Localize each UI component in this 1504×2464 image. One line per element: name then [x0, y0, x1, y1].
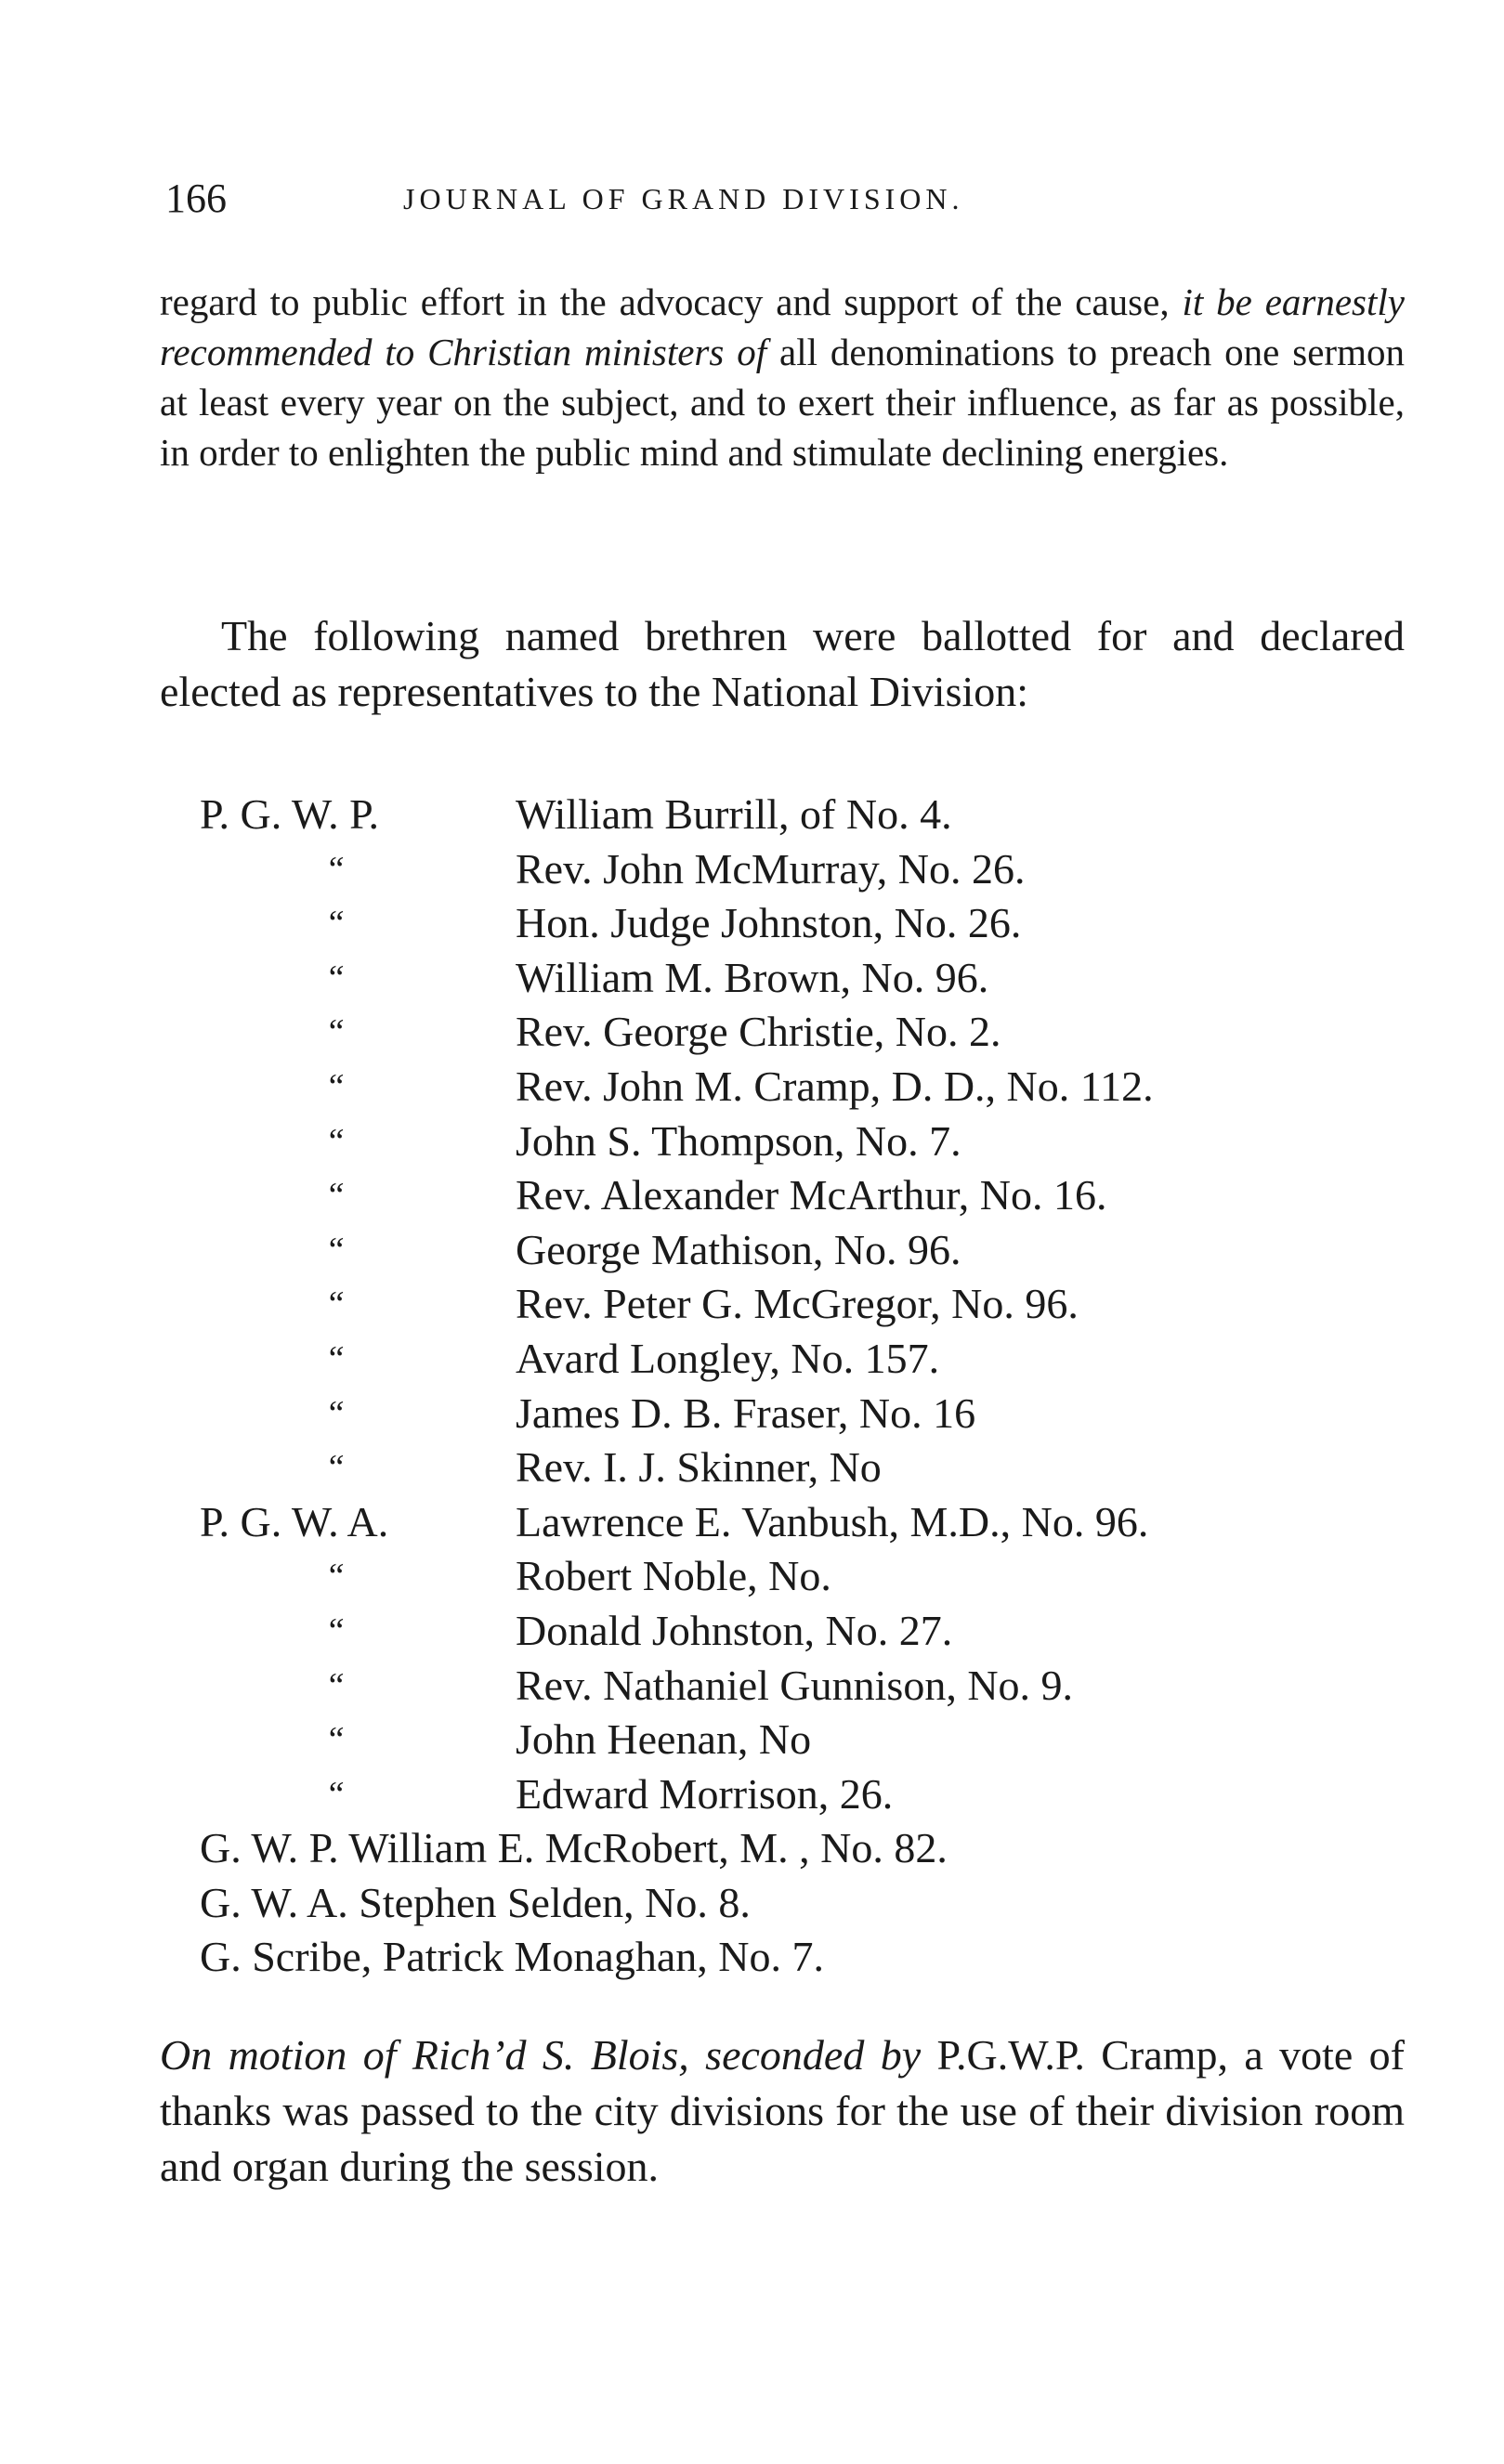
paragraph-3-italic: On motion of Rich’d S. Blois, seconded by	[160, 2031, 922, 2079]
representative-name: William M. Brown, No. 96.	[516, 953, 989, 1001]
representative-row	[200, 1168, 1407, 1223]
representative-name: Rev. John McMurray, No. 26.	[516, 844, 1026, 893]
representative-row	[200, 1060, 1407, 1115]
representative-row	[200, 1441, 1407, 1495]
representative-name: George Mathison, No. 96.	[516, 1225, 961, 1273]
representative-entry: G. W. A. Stephen Selden, No. 8.	[200, 1878, 751, 1926]
ditto-mark: “	[325, 958, 346, 997]
ditto-mark: “	[325, 1665, 346, 1705]
page-number: 166	[165, 176, 227, 221]
representative-name: William Burrill, of No. 4.	[516, 790, 952, 838]
ditto-mark: “	[325, 1284, 346, 1324]
ditto-mark: “	[325, 1448, 346, 1488]
representative-name: Avard Longley, No. 157.	[516, 1334, 940, 1382]
representative-name: Rev. I. J. Skinner, No	[516, 1443, 882, 1492]
ditto-mark: “	[325, 1393, 346, 1433]
representative-row	[200, 1115, 1407, 1169]
representative-row	[200, 1277, 1407, 1332]
representative-name: Robert Noble, No.	[516, 1552, 831, 1600]
ditto-mark: “	[325, 1557, 346, 1597]
paragraph-1-rest: all denominations to preach one sermon at least every year on the subject, and to exert their influence, as far as possible, in order to enlighten the public mind and stimulate declining energies.	[160, 331, 1405, 474]
representative-row	[200, 1713, 1407, 1767]
ditto-mark: “	[325, 1610, 346, 1650]
paragraph-1-italic: it be earnestly recommended to Christian ministers of	[160, 280, 1405, 373]
paragraph-vote-of-thanks	[160, 2027, 1405, 2195]
representative-row	[200, 896, 1407, 951]
ditto-mark: “	[325, 1066, 346, 1106]
representative-name: Rev. George Christie, No. 2.	[516, 1008, 1001, 1056]
ditto-mark: “	[325, 1720, 346, 1760]
representative-name: Rev. Peter G. McGregor, No. 96.	[516, 1280, 1079, 1328]
paragraph-3-rest: P.G.W.P. Cramp, a vote of thanks was passed to the city divisions for the use of their division room and organ during the session.	[160, 2031, 1405, 2190]
representative-office: P. G. W. P.	[200, 790, 380, 838]
representative-row	[200, 1387, 1407, 1441]
ditto-mark: “	[325, 1230, 346, 1270]
representative-row	[200, 1876, 1407, 1931]
representatives-list	[200, 788, 1407, 1985]
paragraph-election: The following named brethren were ballotted for and declared elected as representatives to the National Division:	[160, 612, 1405, 715]
ditto-mark: “	[325, 1012, 346, 1052]
running-head: JOURNAL OF GRAND DIVISION.	[403, 182, 964, 215]
ditto-mark: “	[325, 1121, 346, 1161]
representative-name: Donald Johnston, No. 27.	[516, 1606, 953, 1654]
representative-office: P. G. W. A.	[200, 1497, 389, 1545]
representative-row	[200, 1659, 1407, 1714]
representative-name: John Heenan, No	[516, 1715, 812, 1764]
representative-name: James D. B. Fraser, No. 16	[516, 1388, 976, 1437]
representative-name: Edward Morrison, 26.	[516, 1769, 894, 1818]
representative-name: John S. Thompson, No. 7.	[516, 1116, 961, 1165]
representative-row	[200, 951, 1407, 1006]
representative-row	[200, 1604, 1407, 1659]
representative-row	[200, 1223, 1407, 1278]
ditto-mark: “	[325, 1176, 346, 1216]
representative-row	[200, 1930, 1407, 1985]
ditto-mark: “	[325, 904, 346, 944]
ditto-mark: “	[325, 849, 346, 889]
representative-row	[200, 842, 1407, 897]
representative-row	[200, 1767, 1407, 1822]
page-header	[165, 175, 1401, 249]
paragraph-1-lead: regard to public effort in the advocacy and support of the cause,	[160, 280, 1183, 323]
representative-name: Lawrence E. Vanbush, M.D., No. 96.	[516, 1497, 1149, 1545]
representative-name: Rev. Nathaniel Gunnison, No. 9.	[516, 1661, 1074, 1709]
representative-name: Rev. Alexander McArthur, No. 16.	[516, 1171, 1107, 1219]
representative-row	[200, 1821, 1407, 1876]
ditto-mark: “	[325, 1774, 346, 1814]
representative-name: Hon. Judge Johnston, No. 26.	[516, 899, 1022, 947]
ditto-mark: “	[325, 1338, 346, 1378]
representative-entry: G. Scribe, Patrick Monaghan, No. 7.	[200, 1933, 824, 1981]
paragraph-recommendation	[160, 277, 1405, 477]
representative-name: Rev. John M. Cramp, D. D., No. 112.	[516, 1062, 1154, 1110]
representative-row	[200, 1549, 1407, 1604]
representative-entry: G. W. P. William E. McRobert, M. , No. 82.	[200, 1824, 948, 1872]
representative-row	[200, 788, 1407, 842]
representative-row	[200, 1005, 1407, 1060]
representative-row	[200, 1332, 1407, 1387]
representative-row	[200, 1495, 1407, 1550]
